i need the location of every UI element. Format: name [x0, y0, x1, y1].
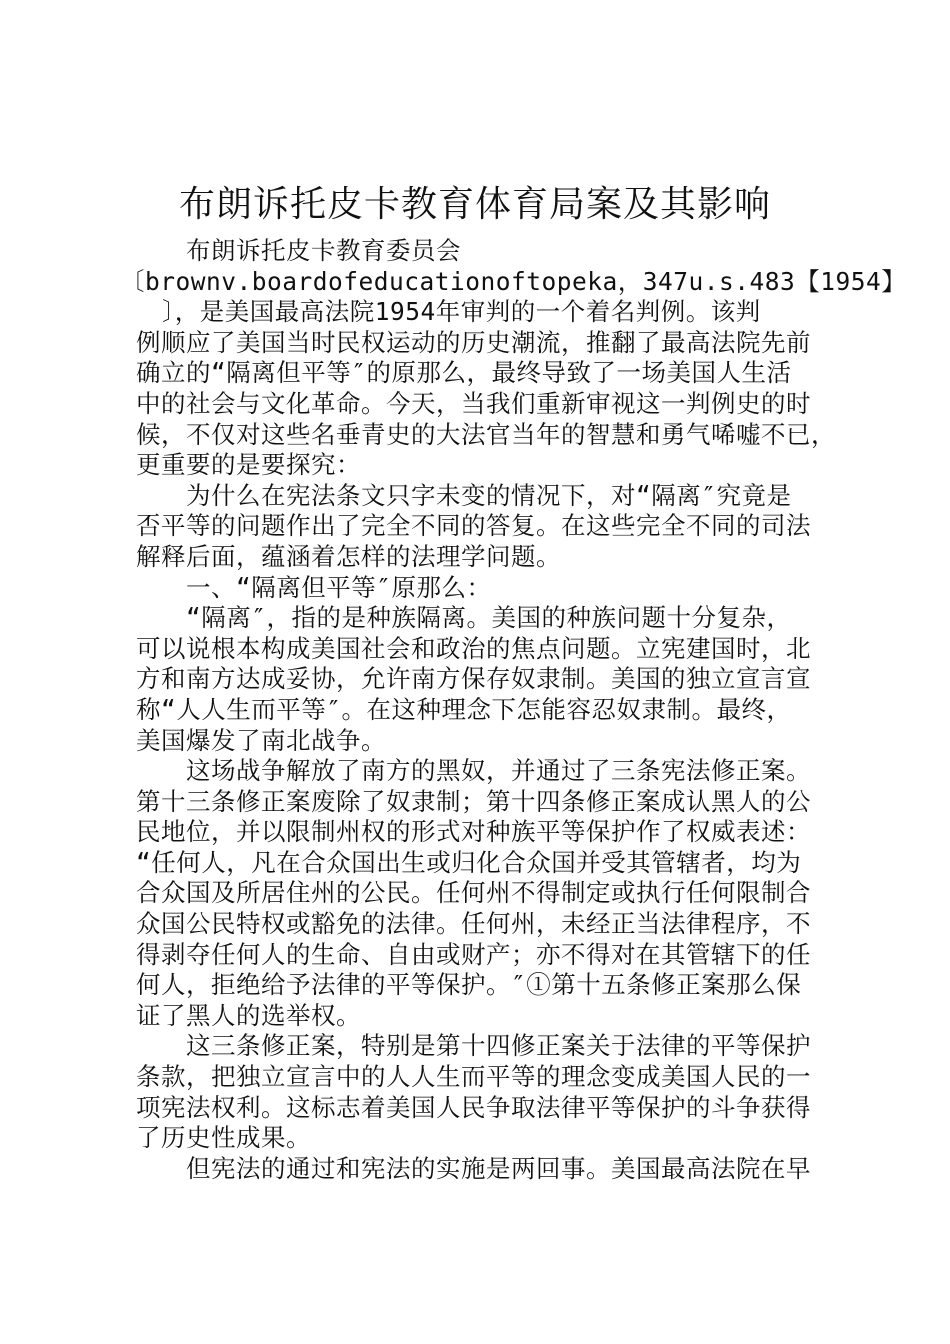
paragraph-line: 为什么在宪法条文只字未变的情况下，对“隔离″究竟是 [186, 480, 792, 510]
paragraph-line: 合众国及所居住州的公民。任何州不得制定或执行任何限制合 [136, 878, 811, 908]
paragraph-line: 这三条修正案，特别是第十四修正案关于法律的平等保护 [186, 1031, 811, 1061]
paragraph-line: 方和南方达成妥协，允许南方保存奴隶制。美国的独立宣言宣 [136, 664, 811, 694]
paragraph-line: 〕，是美国最高法院1954年审判的一个着名判例。该判 [162, 297, 761, 327]
paragraph-line: 中的社会与文化革命。今天，当我们重新审视这一判例史的时 [136, 388, 811, 418]
paragraph-line: 更重要的是要探究： [136, 450, 361, 480]
paragraph-line: 确立的“隔离但平等″的原那么，最终导致了一场美国人生活 [136, 358, 792, 388]
paragraph-line: 民地位，并以限制州权的形式对种族平等保护作了权威表述： [136, 817, 811, 847]
paragraph-line: 项宪法权利。这标志着美国人民争取法律平等保护的斗争获得 [136, 1092, 811, 1122]
paragraph-line: 布朗诉托皮卡教育委员会 [186, 236, 461, 265]
paragraph-line: 可以说根本构成美国社会和政治的焦点问题。立宪建国时，北 [136, 633, 811, 663]
paragraph-line: 条款，把独立宣言中的人人生而平等的理念变成美国人民的一 [136, 1062, 811, 1092]
paragraph-line: 得剥夺任何人的生命、自由或财产；亦不得对在其管辖下的任 [136, 939, 811, 969]
paragraph-line: 了历史性成果。 [136, 1123, 311, 1153]
paragraph-line: 这场战争解放了南方的黑奴，并通过了三条宪法修正案。 [186, 756, 811, 786]
document-body [120, 236, 907, 1184]
paragraph-line: 例顺应了美国当时民权运动的历史潮流，推翻了最高法院先前 [136, 327, 811, 357]
paragraph-line: 众国公民特权或豁免的法律。任何州，未经正当法律程序，不 [136, 909, 811, 939]
paragraph-line: 候，不仅对这些名垂青史的大法官当年的智慧和勇气唏嘘不已， [136, 419, 836, 449]
paragraph-line: 美国爆发了南北战争。 [136, 725, 386, 755]
paragraph-line: 证了黑人的选举权。 [136, 1000, 361, 1030]
paragraph-line: 否平等的问题作出了完全不同的答复。在这些完全不同的司法 [136, 511, 811, 541]
paragraph-line: 〔brownv.boardofeducationoftopeka，347u.s.483【1954】 [120, 266, 907, 296]
paragraph-line: “隔离″，指的是种族隔离。美国的种族问题十分复杂， [186, 603, 792, 633]
section-heading: 一、“隔离但平等″原那么： [186, 572, 492, 602]
paragraph-line: 称“人人生而平等″。在这种理念下怎能容忍奴隶制。最终， [136, 694, 792, 724]
paragraph-line: “任何人，凡在合众国出生或归化合众国并受其管辖者，均为 [136, 847, 802, 877]
paragraph-line: 解释后面，蕴涵着怎样的法理学问题。 [136, 541, 561, 571]
paragraph-line: 第十三条修正案废除了奴隶制；第十四条修正案成认黑人的公 [136, 786, 811, 816]
document-title: 布朗诉托皮卡教育体育局案及其影响 [178, 184, 771, 225]
paragraph-line: 何人，拒绝给予法律的平等保护。″①第十五条修正案那么保 [136, 970, 802, 1000]
paragraph-line: 但宪法的通过和宪法的实施是两回事。美国最高法院在早 [186, 1153, 811, 1183]
